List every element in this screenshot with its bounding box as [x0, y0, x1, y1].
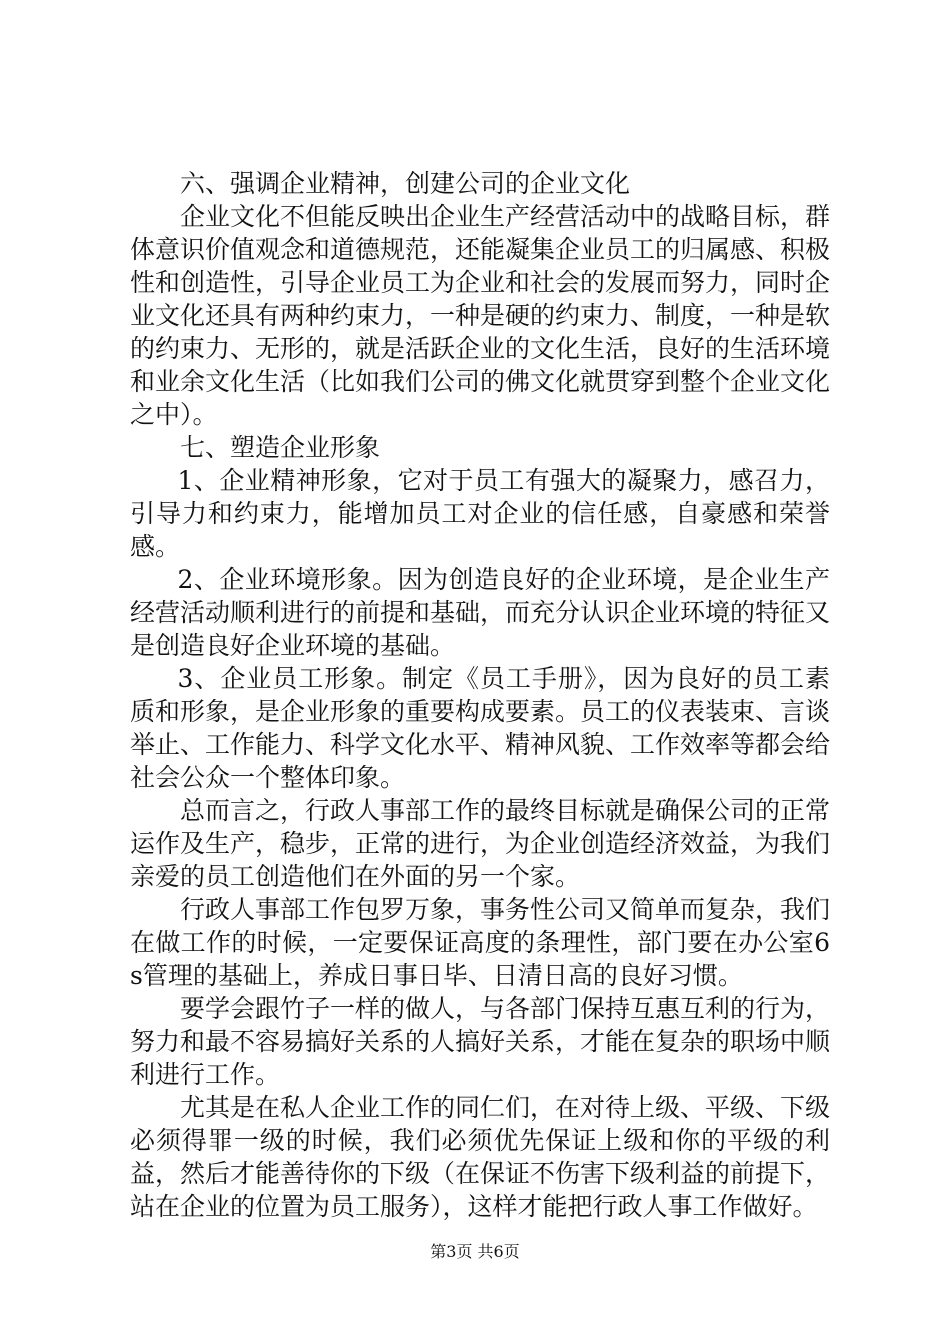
page-footer: 第3页 共6页: [430, 1242, 520, 1261]
paragraph-private-enterprise: 尤其是在私人企业工作的同仁们，在对待上级、平级、下级必须得罪一级的时候，我们必须优先保证上级和你的平级的利益，然后才能善待你的下级（在保证不伤害下级利益的前提下，站在企业的位置为员工服务），这样才能把行政人事工作做好。: [130, 1093, 831, 1221]
section-heading-six: 六、强调企业精神，创建公司的企业文化: [180, 169, 631, 198]
list-item-environment-image: 2、企业环境形象。因为创造良好的企业环境，是企业生产经营活动顺利进行的前提和基础，而充分认识企业环境的特征又是创造良好企业环境的基础。: [130, 565, 831, 660]
paragraph-corporate-culture: 企业文化不但能反映出企业生产经营活动中的战略目标，群体意识价值观念和道德规范，还能凝集企业员工的归属感、积极性和创造性，引导企业员工为企业和社会的发展而努力，同时企业文化还具有两种约束力，一种是硬的约束力、制度，一种是软的约束力、无形的，就是活跃企业的文化生活，良好的生活环境和业余文化生活（比如我们公司的佛文化就贯穿到整个企业文化之中）。: [130, 202, 831, 429]
paragraph-admin-work: 行政人事部工作包罗万象，事务性公司又简单而复杂，我们在做工作的时候，一定要保证高度的条理性，部门要在办公室6s管理的基础上，养成日事日毕、日清日高的良好习惯。: [130, 895, 831, 990]
list-item-employee-image: 3、企业员工形象。制定《员工手册》，因为良好的员工素质和形象，是企业形象的重要构成要素。员工的仪表装束、言谈举止、工作能力、科学文化水平、精神风貌、工作效率等都会给社会公众一个整体印象。: [130, 664, 831, 792]
paragraph-bamboo: 要学会跟竹子一样的做人，与各部门保持互惠互利的行为，努力和最不容易搞好关系的人搞好关系，才能在复杂的职场中顺利进行工作。: [130, 994, 831, 1089]
list-item-spirit-image: 1、企业精神形象，它对于员工有强大的凝聚力，感召力，引导力和约束力，能增加员工对企业的信任感，自豪感和荣誉感。: [130, 466, 830, 561]
paragraph-summary: 总而言之，行政人事部工作的最终目标就是确保公司的正常运作及生产，稳步，正常的进行，为企业创造经济效益，为我们亲爱的员工创造他们在外面的另一个家。: [130, 796, 831, 891]
section-heading-seven: 七、塑造企业形象: [180, 433, 381, 462]
document-body: [130, 167, 830, 1223]
